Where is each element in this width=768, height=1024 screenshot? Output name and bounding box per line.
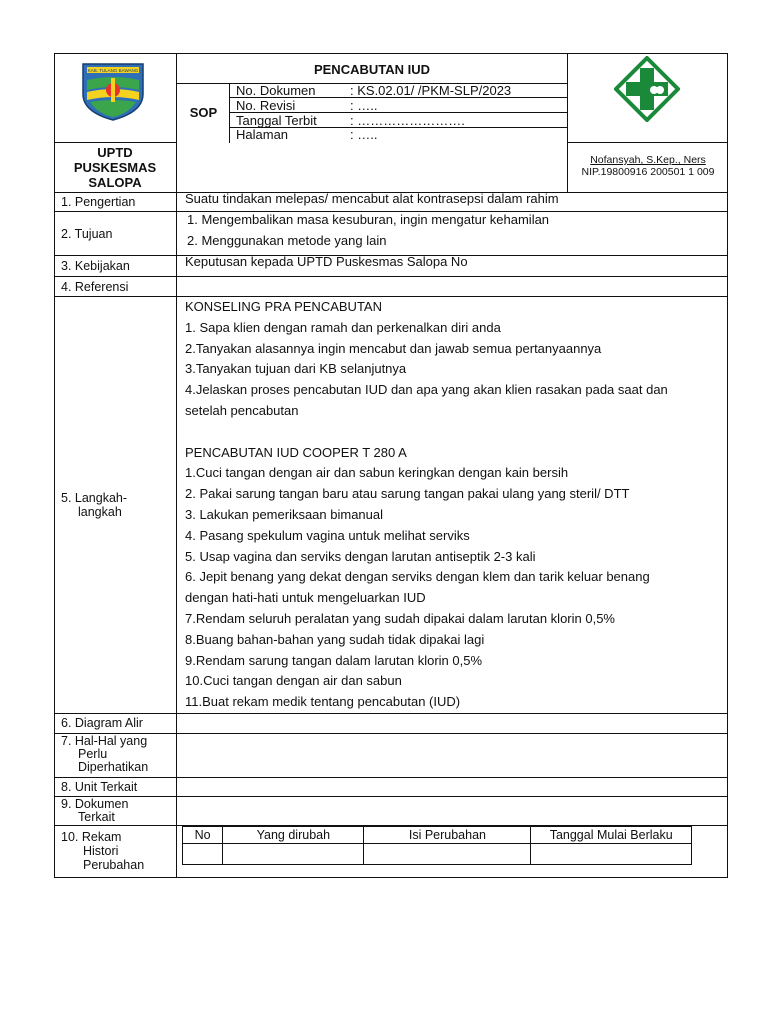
step-line: 3. Lakukan pemeriksaan bimanual bbox=[185, 506, 384, 522]
hal-label-line: 7. Hal-Hal yang bbox=[61, 734, 148, 748]
signature-block bbox=[568, 154, 728, 178]
org-name bbox=[54, 145, 176, 190]
label-column-divider bbox=[176, 143, 177, 878]
dokumen-label-line: 9. Dokumen bbox=[61, 797, 129, 811]
document-title: PENCABUTAN IUD bbox=[313, 62, 431, 77]
rekam-label-line: Histori bbox=[83, 844, 119, 858]
meta-label: Halaman bbox=[236, 127, 289, 142]
diagram-label: 6. Diagram Alir bbox=[61, 716, 143, 730]
signer-nip: NIP.19800916 200501 1 009 bbox=[581, 166, 715, 178]
rekam-label-line: Perubahan bbox=[83, 858, 145, 872]
tujuan-item: 2. Menggunakan metode yang lain bbox=[187, 233, 387, 248]
rekam-label-line: 10. Rekam bbox=[61, 830, 122, 844]
meta-label: No. Dokumen bbox=[236, 83, 316, 98]
org-line: SALOPA bbox=[88, 175, 142, 190]
step-line: 2. Pakai sarung tangan baru atau sarung tangan pakai ulang yang steril/ DTT bbox=[185, 486, 630, 502]
org-line: UPTD bbox=[97, 145, 133, 160]
step-line: 8.Buang bahan-bahan yang sudah tidak dipakai lagi bbox=[185, 631, 485, 647]
dokumen-label bbox=[61, 798, 128, 824]
step-line: 9.Rendam sarung tangan dalam larutan klorin 0,5% bbox=[185, 652, 483, 668]
kebijakan-label: 3. Kebijakan bbox=[61, 259, 130, 273]
meta-grid bbox=[230, 84, 568, 143]
history-table bbox=[182, 826, 692, 865]
row-divider bbox=[54, 733, 728, 734]
step-line: 7.Rendam seluruh peralatan yang sudah dipakai dalam larutan klorin 0,5% bbox=[185, 610, 615, 626]
table-header-row bbox=[183, 827, 692, 844]
langkah-label-line: langkah bbox=[78, 505, 122, 519]
referensi-label: 4. Referensi bbox=[61, 280, 129, 294]
signer-name: Nofansyah, S.Kep., Ners bbox=[590, 154, 706, 166]
table-row bbox=[183, 844, 692, 865]
kebijakan-text: Keputusan kepada UPTD Puskesmas Salopa No bbox=[185, 254, 468, 269]
puskesmas-logo bbox=[614, 56, 680, 122]
step-line: setelah pencabutan bbox=[185, 402, 299, 418]
step-line: 2.Tanyakan alasannya ingin mencabut dan jawab semua pertanyaannya bbox=[185, 340, 602, 356]
step-line: dengan hati-hati untuk mengeluarkan IUD bbox=[185, 590, 426, 606]
logo-banner-text: KAB. TULANG BAWANG bbox=[87, 68, 139, 73]
meta-value: : ……………………. bbox=[350, 113, 465, 128]
step-line: 4.Jelaskan proses pencabutan IUD dan apa yang akan klien rasakan pada saat dan bbox=[185, 382, 668, 398]
sop-label: SOP bbox=[189, 105, 218, 120]
table-cell bbox=[531, 844, 692, 865]
column-header: Yang dirubah bbox=[223, 827, 364, 844]
column-header: No bbox=[183, 827, 223, 844]
rekam-label bbox=[61, 830, 144, 872]
hal-label bbox=[61, 735, 148, 774]
langkah-label-line: 5. Langkah- bbox=[61, 491, 128, 505]
table-cell bbox=[364, 844, 531, 865]
step-heading: KONSELING PRA PENCABUTAN bbox=[185, 299, 382, 314]
pengertian-label: 1. Pengertian bbox=[61, 195, 136, 209]
column-header: Tanggal Mulai Berlaku bbox=[531, 827, 692, 844]
langkah-label bbox=[61, 491, 127, 519]
step-line: 1. Sapa klien dengan ramah dan perkenalkan diri anda bbox=[185, 319, 501, 335]
tujuan-item: 1. Mengembalikan masa kesuburan, ingin mengatur kehamilan bbox=[187, 212, 550, 227]
step-line: 3.Tanyakan tujuan dari KB selanjutnya bbox=[185, 361, 407, 377]
meta-value: : KS.02.01/ /PKM-SLP/2023 bbox=[350, 83, 512, 98]
row-divider bbox=[54, 777, 728, 778]
meta-row bbox=[230, 113, 568, 128]
step-line: 1.Cuci tangan dengan air dan sabun keringkan dengan kain bersih bbox=[185, 465, 569, 481]
hal-label-line: Diperhatikan bbox=[78, 760, 149, 774]
table-cell bbox=[223, 844, 364, 865]
org-line: PUSKESMAS bbox=[73, 160, 157, 175]
column-header: Isi Perubahan bbox=[364, 827, 531, 844]
meta-row bbox=[230, 128, 568, 143]
step-line: 4. Pasang spekulum vagina untuk melihat serviks bbox=[185, 527, 470, 543]
pengertian-text: Suatu tindakan melepas/ mencabut alat kontrasepsi dalam rahim bbox=[185, 191, 559, 206]
meta-value: : ….. bbox=[350, 98, 378, 113]
tujuan-label: 2. Tujuan bbox=[61, 227, 113, 241]
meta-label: No. Revisi bbox=[236, 98, 296, 113]
meta-value: : ….. bbox=[350, 127, 378, 142]
row-divider bbox=[54, 713, 728, 714]
meta-label: Tanggal Terbit bbox=[236, 113, 317, 128]
step-line: 6. Jepit benang yang dekat dengan serviks dengan klem dan tarik keluar benang bbox=[185, 569, 650, 585]
kabupaten-logo bbox=[78, 60, 148, 122]
langkah-steps bbox=[185, 297, 725, 713]
unit-label: 8. Unit Terkait bbox=[61, 780, 138, 794]
meta-row bbox=[230, 98, 568, 113]
step-spacer bbox=[185, 422, 725, 443]
meta-row bbox=[230, 84, 568, 98]
step-line: 10.Cuci tangan dengan air dan sabun bbox=[185, 673, 402, 689]
dokumen-label-line: Terkait bbox=[78, 810, 115, 824]
step-line: 11.Buat rekam medik tentang pencabutan (IUD) bbox=[185, 694, 461, 710]
step-heading: PENCABUTAN IUD COOPER T 280 A bbox=[185, 444, 407, 460]
row-divider bbox=[54, 796, 728, 797]
table-cell bbox=[183, 844, 223, 865]
step-line: 5. Usap vagina dan serviks dengan larutan antiseptik 2-3 kali bbox=[185, 548, 536, 564]
hal-label-line: Perlu bbox=[78, 747, 108, 761]
row-divider bbox=[54, 276, 728, 277]
